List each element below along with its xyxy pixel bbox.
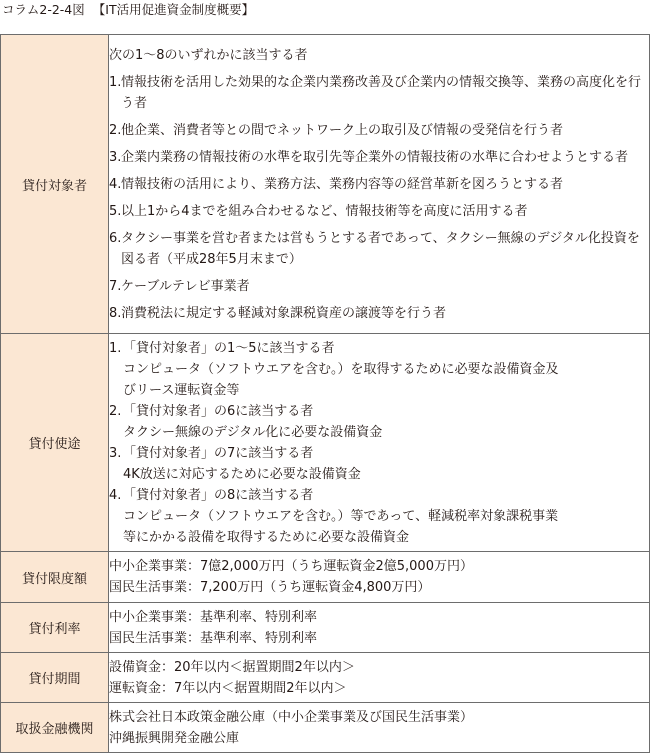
list-item xyxy=(109,120,649,141)
row-content xyxy=(109,653,650,703)
row-label: 貸付限度額 xyxy=(1,552,109,603)
figure-title: 【IT活用促進資金制度概要】 xyxy=(92,2,255,17)
list-item xyxy=(109,147,649,168)
row-label: 貸付使途 xyxy=(1,334,109,552)
item-text: 企業内業務の情報技術の水準を取引先等企業外の情報技術の水準に合わせようとする者 xyxy=(121,149,629,165)
row-content xyxy=(109,35,650,334)
figure-number: コラム2-2-4図 xyxy=(2,2,85,17)
item-number: 4. xyxy=(109,176,122,192)
row-target xyxy=(1,35,650,334)
item-text: 情報技術の活用により、業務方法、業務内容等の経営革新を図ろうとする者 xyxy=(121,176,564,192)
item-line: びリース運転資金等 xyxy=(123,382,240,398)
row-content xyxy=(109,703,650,753)
content-line: 国民生活事業：基準利率、特別利率 xyxy=(109,630,318,646)
list-item xyxy=(109,303,649,324)
list-item xyxy=(109,338,649,401)
item-number: 2. xyxy=(109,403,122,419)
row-limit xyxy=(1,552,650,603)
list-item xyxy=(109,72,649,114)
item-line: コンピュータ（ソフトウエアを含む。）を取得するために必要な設備資金及 xyxy=(123,361,559,377)
list-item xyxy=(109,276,649,297)
row-label: 取扱金融機関 xyxy=(1,703,109,753)
row-content xyxy=(109,552,650,603)
item-number: 4. xyxy=(109,487,122,503)
item-text: 情報技術を活用した効果的な企業内業務改善及び企業内の情報交換等、業務の高度化を行う者 xyxy=(121,74,642,111)
row-purpose xyxy=(1,334,650,552)
list-item xyxy=(109,401,649,443)
item-number: 1. xyxy=(109,74,122,90)
content-line: 沖縄振興開発金融公庫 xyxy=(109,730,240,746)
item-line: 「貸付対象者」の7に該当する者 xyxy=(123,445,314,461)
row-content xyxy=(109,334,650,552)
item-number: 6. xyxy=(109,230,122,246)
content-line: 中小企業事業：基準利率、特別利率 xyxy=(109,609,318,625)
row-label: 貸付対象者 xyxy=(1,35,109,334)
item-line: 4K放送に対応するために必要な設備資金 xyxy=(123,466,361,482)
item-text: 以上1から4までを組み合わせるなど、情報技術等を高度に活用する者 xyxy=(121,203,528,219)
item-text: ケーブルテレビ事業者 xyxy=(121,278,250,294)
item-line: 等にかかる設備を取得するために必要な設備資金 xyxy=(123,529,410,545)
row-content xyxy=(109,603,650,653)
item-number: 2. xyxy=(109,122,122,138)
item-number: 8. xyxy=(109,305,122,321)
list-item xyxy=(109,443,649,485)
program-overview-table xyxy=(0,34,650,753)
list-item xyxy=(109,174,649,195)
row-period xyxy=(1,653,650,703)
row-institution xyxy=(1,703,650,753)
list-item xyxy=(109,228,649,270)
item-number: 1. xyxy=(109,340,122,356)
item-text: タクシー事業を営む者または営もうとする者であって、タクシー無線のデジタル化投資を図る者（平成28年5月末まで） xyxy=(121,230,640,267)
item-line: タクシー無線のデジタル化に必要な設備資金 xyxy=(123,424,383,440)
target-intro: 次の1～8のいずれかに該当する者 xyxy=(109,47,308,63)
item-line: 「貸付対象者」の6に該当する者 xyxy=(123,403,314,419)
content-line: 中小企業事業：7億2,000万円（うち運転資金2億5,000万円） xyxy=(109,559,473,574)
item-number: 3. xyxy=(109,149,122,165)
list-item xyxy=(109,201,649,222)
row-label: 貸付期間 xyxy=(1,653,109,703)
content-line: 国民生活事業：7,200万円（うち運転資金4,800万円） xyxy=(109,580,431,595)
row-label: 貸付利率 xyxy=(1,603,109,653)
figure-caption xyxy=(2,2,254,18)
list-item xyxy=(109,485,649,548)
content-line: 設備資金：20年以内＜据置期間2年以内＞ xyxy=(109,659,355,675)
item-line: 「貸付対象者」の8に該当する者 xyxy=(123,487,314,503)
item-number: 5. xyxy=(109,203,122,219)
item-number: 3. xyxy=(109,445,122,461)
content-line: 株式会社日本政策金融公庫（中小企業事業及び国民生活事業） xyxy=(109,709,474,725)
item-number: 7. xyxy=(109,278,122,294)
content-line: 運転資金：7年以内＜据置期間2年以内＞ xyxy=(109,680,347,696)
item-text: 他企業、消費者等との間でネットワーク上の取引及び情報の受発信を行う者 xyxy=(121,122,564,138)
item-line: 「貸付対象者」の1～5に該当する者 xyxy=(123,340,335,356)
item-line: コンピュータ（ソフトウエアを含む。）等であって、軽減税率対象課税事業 xyxy=(123,508,559,524)
row-rate xyxy=(1,603,650,653)
item-text: 消費税法に規定する軽減対象課税資産の譲渡等を行う者 xyxy=(121,305,447,321)
